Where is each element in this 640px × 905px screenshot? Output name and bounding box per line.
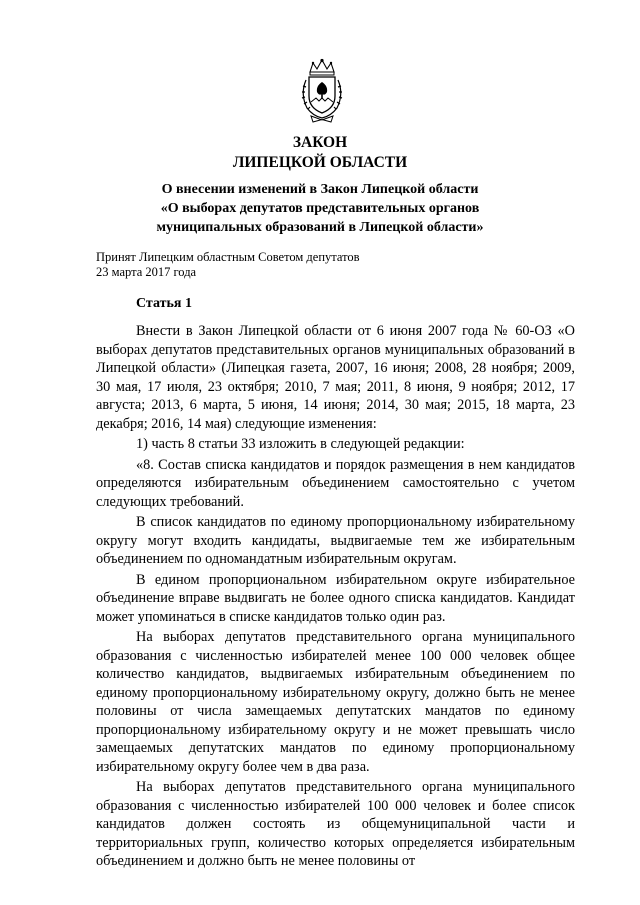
paragraph-candidate-list: В список кандидатов по единому пропорциональному избирательному округу могут входить кандидаты, выдвигаемые тем же избирательным объединением по одномандатным избирательным округам. — [96, 514, 575, 567]
law-subtitle-line-1: О внесении изменений в Закон Липецкой области — [161, 182, 479, 197]
paragraph-part-8: «8. Состав списка кандидатов и порядок размещения в нем кандидатов определяются избирательным объединением самостоятельно с учетом следующих требований. — [96, 456, 575, 510]
paragraph-item-1: 1) часть 8 статьи 33 изложить в следующей редакции: — [136, 436, 465, 452]
coat-of-arms-icon — [297, 58, 347, 124]
law-subtitle-line-3: муниципальных образований в Липецкой области» — [156, 220, 484, 235]
law-subtitle-line-2: «О выборах депутатов представительных органов — [160, 201, 480, 216]
article-body — [96, 322, 575, 871]
adoption-date: 23 марта 2017 года — [96, 265, 197, 279]
paragraph-under-100000: На выборах депутатов представительного органа муниципального образования с численностью избирателей менее 100 000 человек общее количество кандидатов, выдвигаемых избирательным объединением по единому пропорциональному избирательному округу, должно быть не менее половины от числа замещаемых депутатских мандатов по единому пропорциональному избирательному округу и не может превышать число замещаемых депутатских мандатов по единому пропорциональному избирательному округу более чем в два раза. — [96, 629, 575, 775]
paragraph-amendment-intro: Внести в Закон Липецкой области от 6 июня 2007 года № 60-ОЗ «О выборах депутатов представительных органов муниципальных образований в Липецкой области» (Липецкая газета, 2007, 16 июня; 2008, 28 ноября; 2009, 30 мая, 17 июля, 23 октября; 2010, 7 мая; 2011, 8 июня, 9 ноября; 2012, 17 августа; 2013, 6 марта, 5 июня, 14 июня; 2014, 30 мая; 2015, 18 марта, 23 декабря; 2016, 14 мая) следующие изменения: — [96, 323, 575, 432]
article-heading: Статья 1 — [136, 296, 192, 311]
law-region-title: ЛИПЕЦКОЙ ОБЛАСТИ — [232, 154, 408, 171]
paragraph-single-list: В едином пропорциональном избирательном округе избирательное объединение вправе выдвигать не более одного списка кандидатов. Кандидат может упоминаться в списке кандидатов только один раз. — [96, 571, 575, 625]
adoption-body: Принят Липецким областным Советом депутатов — [96, 250, 360, 264]
law-title: ЗАКОН — [292, 134, 348, 151]
paragraph-over-100000: На выборах депутатов представительного органа муниципального образования с численностью избирателей 100 000 человек и более список кандидатов должен состоять из общемуниципальной части и территориальных групп, количество которых определяется избирательным объединением и должно быть не менее половины от — [96, 779, 575, 869]
